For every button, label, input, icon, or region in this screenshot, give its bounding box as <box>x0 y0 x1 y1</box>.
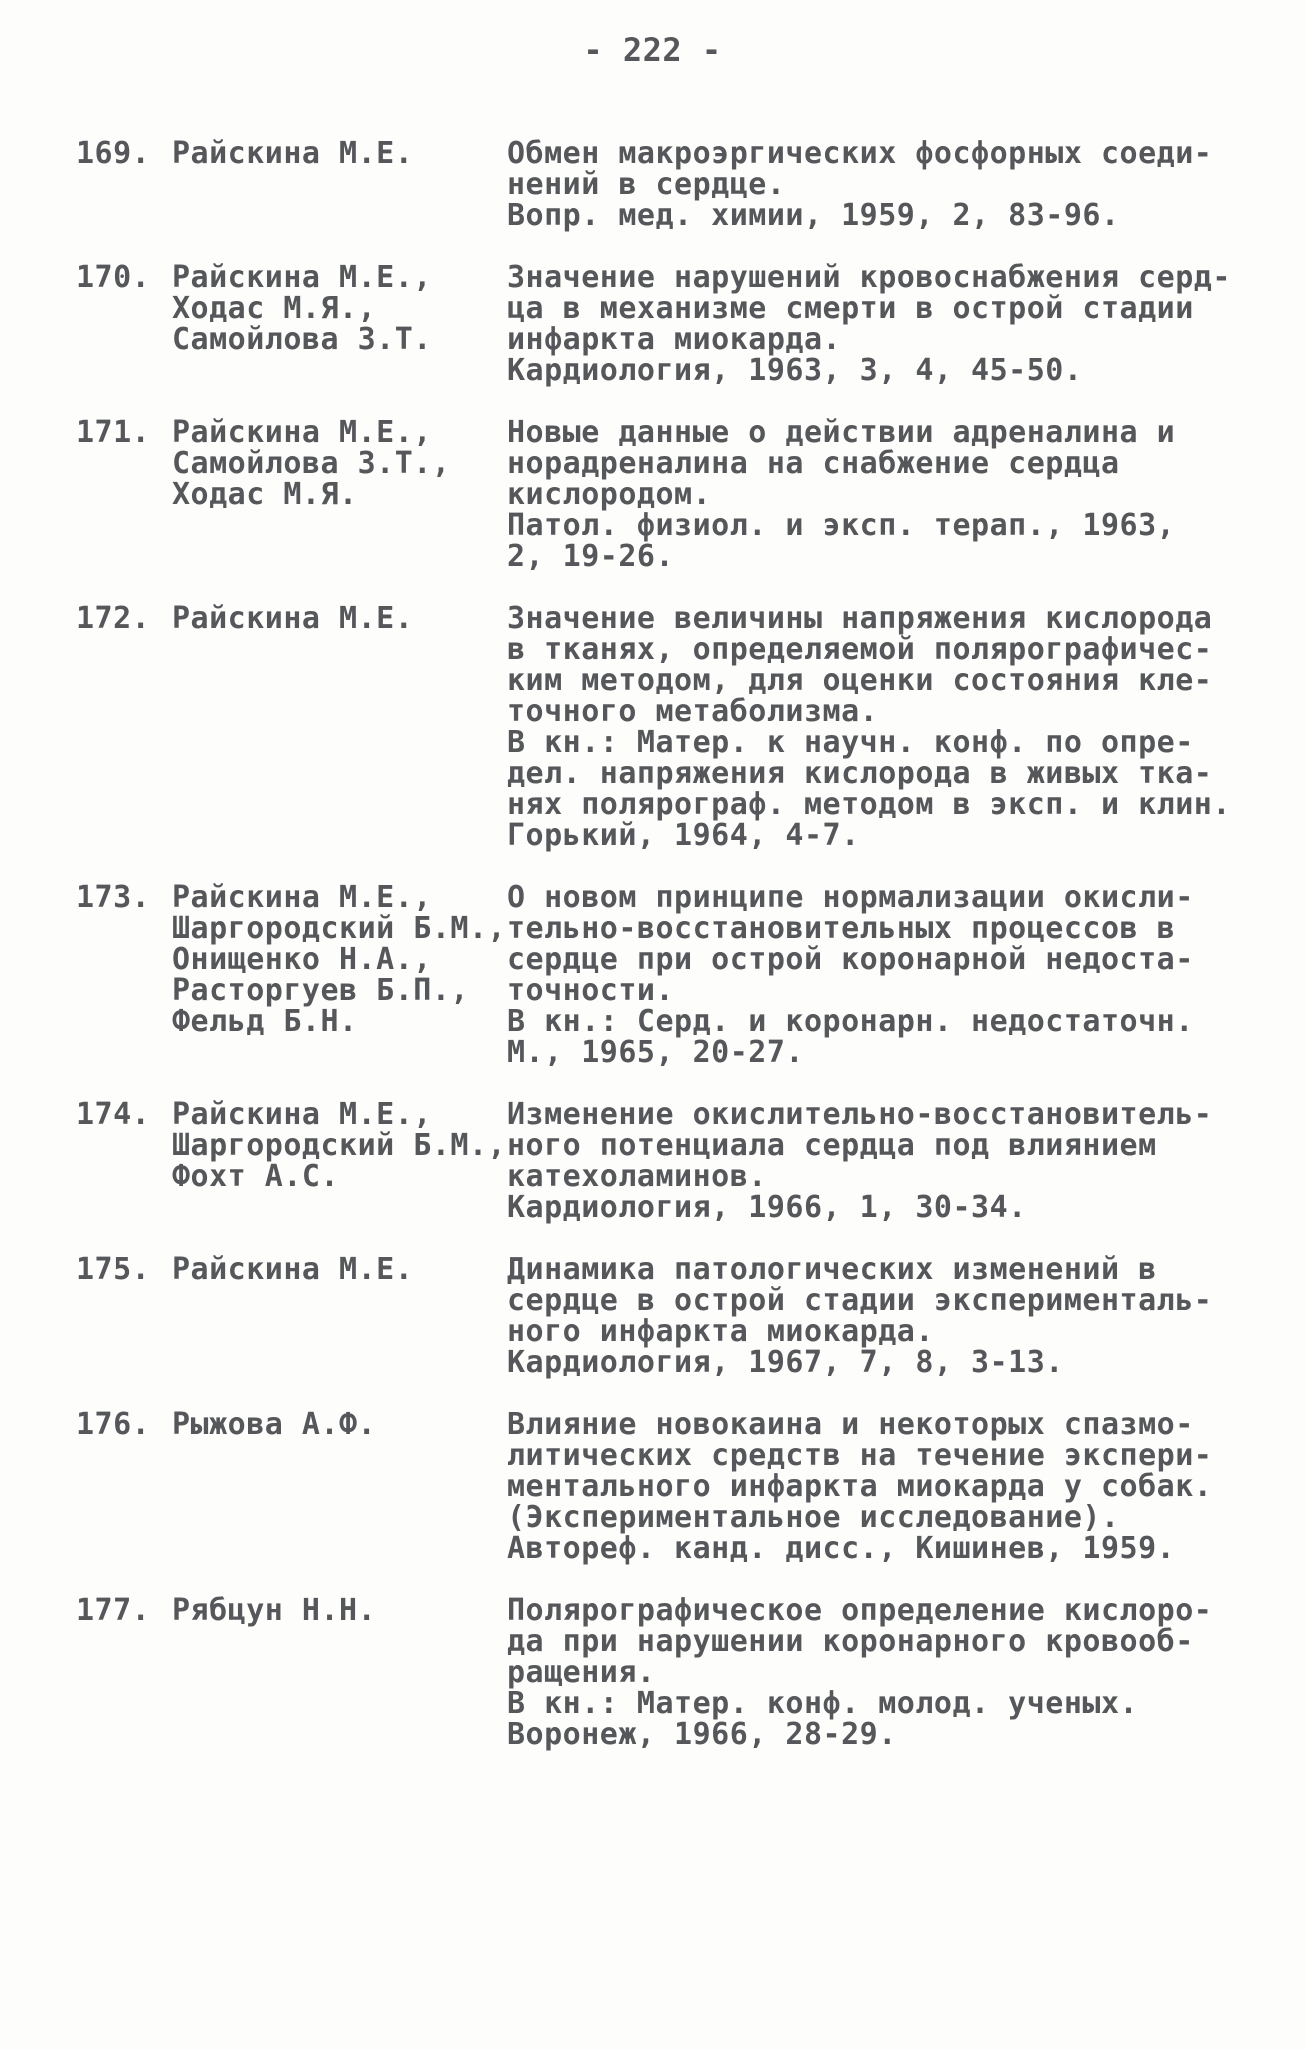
bibliography-entry <box>76 1409 1266 1564</box>
citation-line: инфаркта миокарда. <box>507 322 842 357</box>
entry-authors <box>172 262 507 386</box>
bibliography-entry <box>76 417 1266 572</box>
entry-citation <box>507 1254 1266 1378</box>
page-number: - 222 - <box>583 31 722 69</box>
author-name: Райскина М.Е., <box>172 415 432 450</box>
bibliography-list <box>76 138 1266 1781</box>
author-name: Райскина М.Е., <box>172 880 432 915</box>
entry-authors <box>172 1595 507 1750</box>
citation-line: Автореф. канд. дисс., Кишинев, 1959. <box>507 1531 1176 1566</box>
bibliography-entry <box>76 262 1266 386</box>
citation-line: 2, 19-26. <box>507 539 675 574</box>
author-name: Рыжова А.Ф. <box>172 1407 377 1442</box>
author-name: Фохт А.С. <box>172 1159 340 1194</box>
citation-line: Новые данные о действии адреналина и <box>507 415 1176 450</box>
entry-citation <box>507 262 1266 386</box>
citation-line: ного потенциала сердца под влиянием <box>507 1128 1157 1163</box>
citation-line: да при нарушении коронарного кровооб- <box>507 1624 1194 1659</box>
bibliography-entry <box>76 603 1266 851</box>
citation-line: нях полярограф. методом в эксп. и клин. <box>507 787 1231 822</box>
author-name: Шаргородский Б.М., <box>172 1128 507 1163</box>
citation-line: сердце при острой коронарной недоста- <box>507 942 1194 977</box>
citation-line: Кардиология, 1963, 3, 4, 45-50. <box>507 353 1083 388</box>
author-name: Самойлова З.Т., <box>172 446 451 481</box>
entry-citation <box>507 417 1266 572</box>
author-name: Райскина М.Е. <box>172 136 414 171</box>
citation-line: Кардиология, 1966, 1, 30-34. <box>507 1190 1027 1225</box>
entry-number: 172. <box>76 601 151 636</box>
entry-authors <box>172 138 507 231</box>
entry-authors <box>172 882 507 1068</box>
citation-line: тельно-восстановительных процессов в <box>507 911 1176 946</box>
citation-line: Вопр. мед. химии, 1959, 2, 83-96. <box>507 198 1120 233</box>
entry-number: 169. <box>76 136 151 171</box>
entry-number: 173. <box>76 880 151 915</box>
citation-line: дел. напряжения кислорода в живых тка- <box>507 756 1213 791</box>
citation-line: катехоламинов. <box>507 1159 767 1194</box>
citation-line: Патол. физиол. и эксп. терап., 1963, <box>507 508 1176 543</box>
citation-line: литических средств на течение экспери- <box>507 1438 1213 1473</box>
author-name: Самойлова З.Т. <box>172 322 432 357</box>
author-name: Онищенко Н.А., <box>172 942 432 977</box>
citation-line: О новом принципе нормализации окисли- <box>507 880 1194 915</box>
entry-number: 174. <box>76 1097 151 1132</box>
citation-line: Горький, 1964, 4-7. <box>507 818 860 853</box>
citation-line: нений в сердце. <box>507 167 786 202</box>
entry-number: 171. <box>76 415 151 450</box>
author-name: Фельд Б.Н. <box>172 1004 358 1039</box>
bibliography-entry <box>76 882 1266 1068</box>
citation-line: кислородом. <box>507 477 712 512</box>
citation-line: норадреналина на снабжение сердца <box>507 446 1120 481</box>
author-name: Ходас М.Я. <box>172 477 358 512</box>
citation-line: Кардиология, 1967, 7, 8, 3-13. <box>507 1345 1064 1380</box>
citation-line: Значение величины напряжения кислорода <box>507 601 1213 636</box>
citation-line: сердце в острой стадии эксперименталь- <box>507 1283 1213 1318</box>
citation-line: ца в механизме смерти в острой стадии <box>507 291 1194 326</box>
entry-authors <box>172 1254 507 1378</box>
citation-line: ким методом, для оценки состояния кле- <box>507 663 1213 698</box>
citation-line: точности. <box>507 973 675 1008</box>
citation-line: Воронеж, 1966, 28-29. <box>507 1717 897 1752</box>
citation-line: ментального инфаркта миокарда у собак. <box>507 1469 1213 1504</box>
citation-line: Значение нарушений кровоснабжения серд- <box>507 260 1231 295</box>
citation-line: ращения. <box>507 1655 656 1690</box>
entry-number: 170. <box>76 260 151 295</box>
entry-authors <box>172 417 507 572</box>
author-name: Рябцун Н.Н. <box>172 1593 377 1628</box>
entry-number: 177. <box>76 1593 151 1628</box>
citation-line: в тканях, определяемой полярографичес- <box>507 632 1213 667</box>
citation-line: М., 1965, 20-27. <box>507 1035 804 1070</box>
citation-line: (Экспериментальное исследование). <box>507 1500 1120 1535</box>
author-name: Ходас М.Я., <box>172 291 377 326</box>
citation-line: Влияние новокаина и некоторых спазмо- <box>507 1407 1194 1442</box>
citation-line: Полярографическое определение кислоро- <box>507 1593 1213 1628</box>
citation-line: В кн.: Матер. конф. молод. ученых. <box>507 1686 1139 1721</box>
author-name: Райскина М.Е., <box>172 260 432 295</box>
entry-citation <box>507 1409 1266 1564</box>
author-name: Райскина М.Е., <box>172 1097 432 1132</box>
bibliography-entry <box>76 138 1266 231</box>
citation-line: точного метаболизма. <box>507 694 879 729</box>
entry-citation <box>507 603 1266 851</box>
entry-number: 175. <box>76 1252 151 1287</box>
entry-number: 176. <box>76 1407 151 1442</box>
bibliography-entry <box>76 1254 1266 1378</box>
entry-authors <box>172 1409 507 1564</box>
entry-authors <box>172 603 507 851</box>
citation-line: Динамика патологических изменений в <box>507 1252 1157 1287</box>
entry-citation <box>507 138 1266 231</box>
entry-citation <box>507 1099 1266 1223</box>
author-name: Шаргородский Б.М., <box>172 911 507 946</box>
entry-citation <box>507 1595 1266 1750</box>
bibliography-entry <box>76 1595 1266 1750</box>
citation-line: В кн.: Матер. к научн. конф. по опре- <box>507 725 1194 760</box>
citation-line: В кн.: Серд. и коронарн. недостаточн. <box>507 1004 1194 1039</box>
entry-citation <box>507 882 1266 1068</box>
bibliography-entry <box>76 1099 1266 1223</box>
citation-line: Обмен макроэргических фосфорных соеди- <box>507 136 1213 171</box>
entry-authors <box>172 1099 507 1223</box>
author-name: Расторгуев Б.П., <box>172 973 469 1008</box>
author-name: Райскина М.Е. <box>172 1252 414 1287</box>
citation-line: ного инфаркта миокарда. <box>507 1314 934 1349</box>
citation-line: Изменение окислительно-восстановитель- <box>507 1097 1213 1132</box>
author-name: Райскина М.Е. <box>172 601 414 636</box>
